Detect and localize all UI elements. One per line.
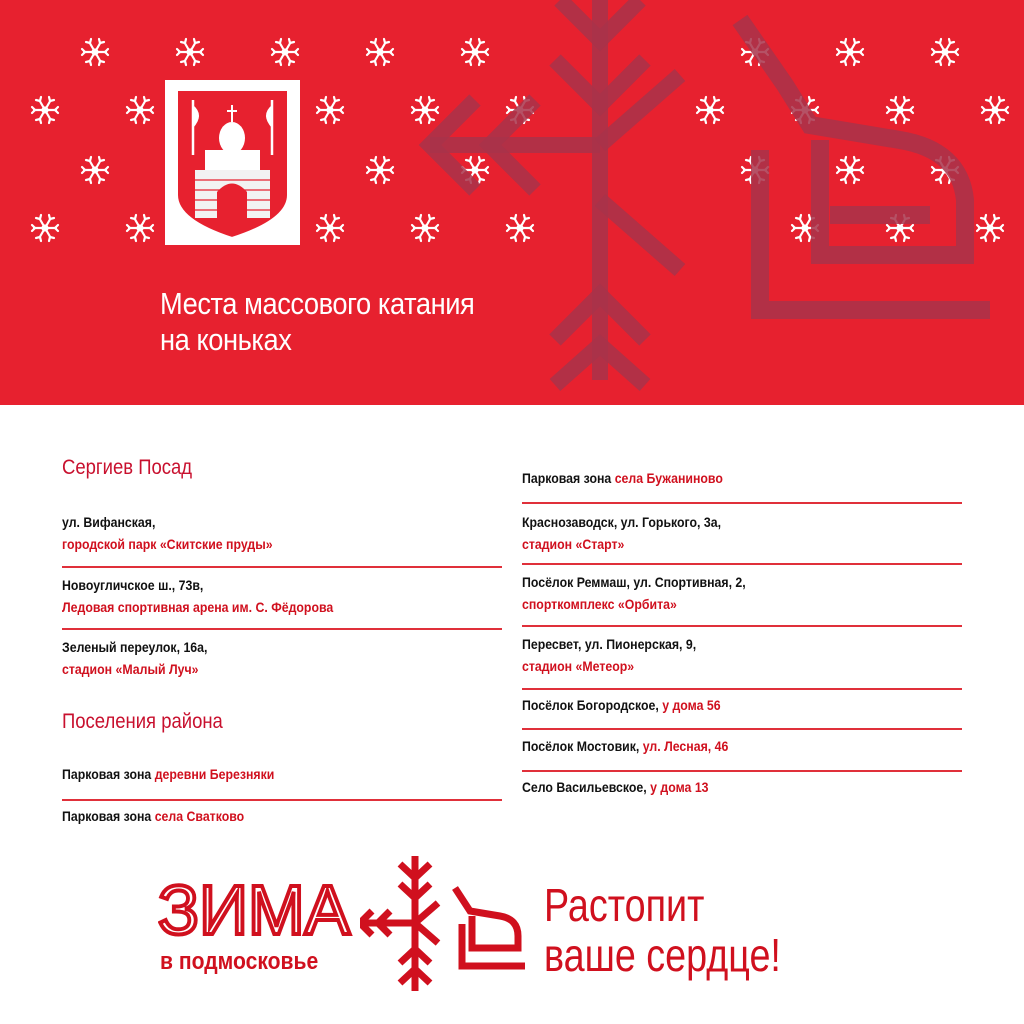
section-heading-city: Сергиев Посад <box>62 456 193 479</box>
divider <box>62 799 502 801</box>
list-item: Зеленый переулок, 16а, стадион «Малый Луч» <box>62 639 208 677</box>
list-item: Парковая зона села Сватково <box>62 808 245 824</box>
list-item: Посёлок Богородское, у дома 56 <box>522 697 721 713</box>
coat-of-arms-emblem <box>165 80 300 245</box>
logo-word: ЗИМА <box>158 871 351 948</box>
zima-logo-word <box>158 868 358 948</box>
slogan-line-2: ваше сердце! <box>544 929 781 981</box>
divider <box>522 563 962 565</box>
list-item: Пересвет, ул. Пионерская, 9, стадион «Метеор» <box>522 636 697 674</box>
list-item: Парковая зона села Бужаниново <box>522 470 723 486</box>
hero-banner <box>0 0 1024 405</box>
list-item: Краснозаводск, ул. Горького, 3а, стадион «Старт» <box>522 514 722 552</box>
section-heading-settlements: Поселения района <box>62 710 223 733</box>
slogan <box>544 880 781 980</box>
list-item: Село Васильевское, у дома 13 <box>522 779 709 795</box>
divider <box>522 625 962 627</box>
page-title <box>160 286 474 358</box>
page-title-line-1: Места массового катания <box>160 286 475 321</box>
divider <box>62 628 502 630</box>
divider <box>522 728 962 730</box>
divider <box>62 566 502 568</box>
snowflake-skate-icon <box>360 856 530 991</box>
skate-icon <box>740 20 990 310</box>
list-item: Посёлок Мостовик, ул. Лесная, 46 <box>522 738 729 754</box>
divider <box>522 502 962 504</box>
slogan-line-1: Растопит <box>544 879 705 931</box>
list-item: Посёлок Реммаш, ул. Спортивная, 2, спорткомплекс «Орбита» <box>522 574 746 612</box>
divider <box>522 770 962 772</box>
page-title-line-2: на коньках <box>160 322 292 357</box>
snowflake-pattern <box>0 0 1024 405</box>
list-item: ул. Вифанская, городской парк «Скитские пруды» <box>62 514 273 552</box>
list-item: Парковая зона деревни Березняки <box>62 766 275 782</box>
divider <box>522 688 962 690</box>
logo-subtitle: в подмосковье <box>160 948 319 975</box>
list-item: Новоугличское ш., 73в, Ледовая спортивная арена им. С. Фёдорова <box>62 577 334 615</box>
